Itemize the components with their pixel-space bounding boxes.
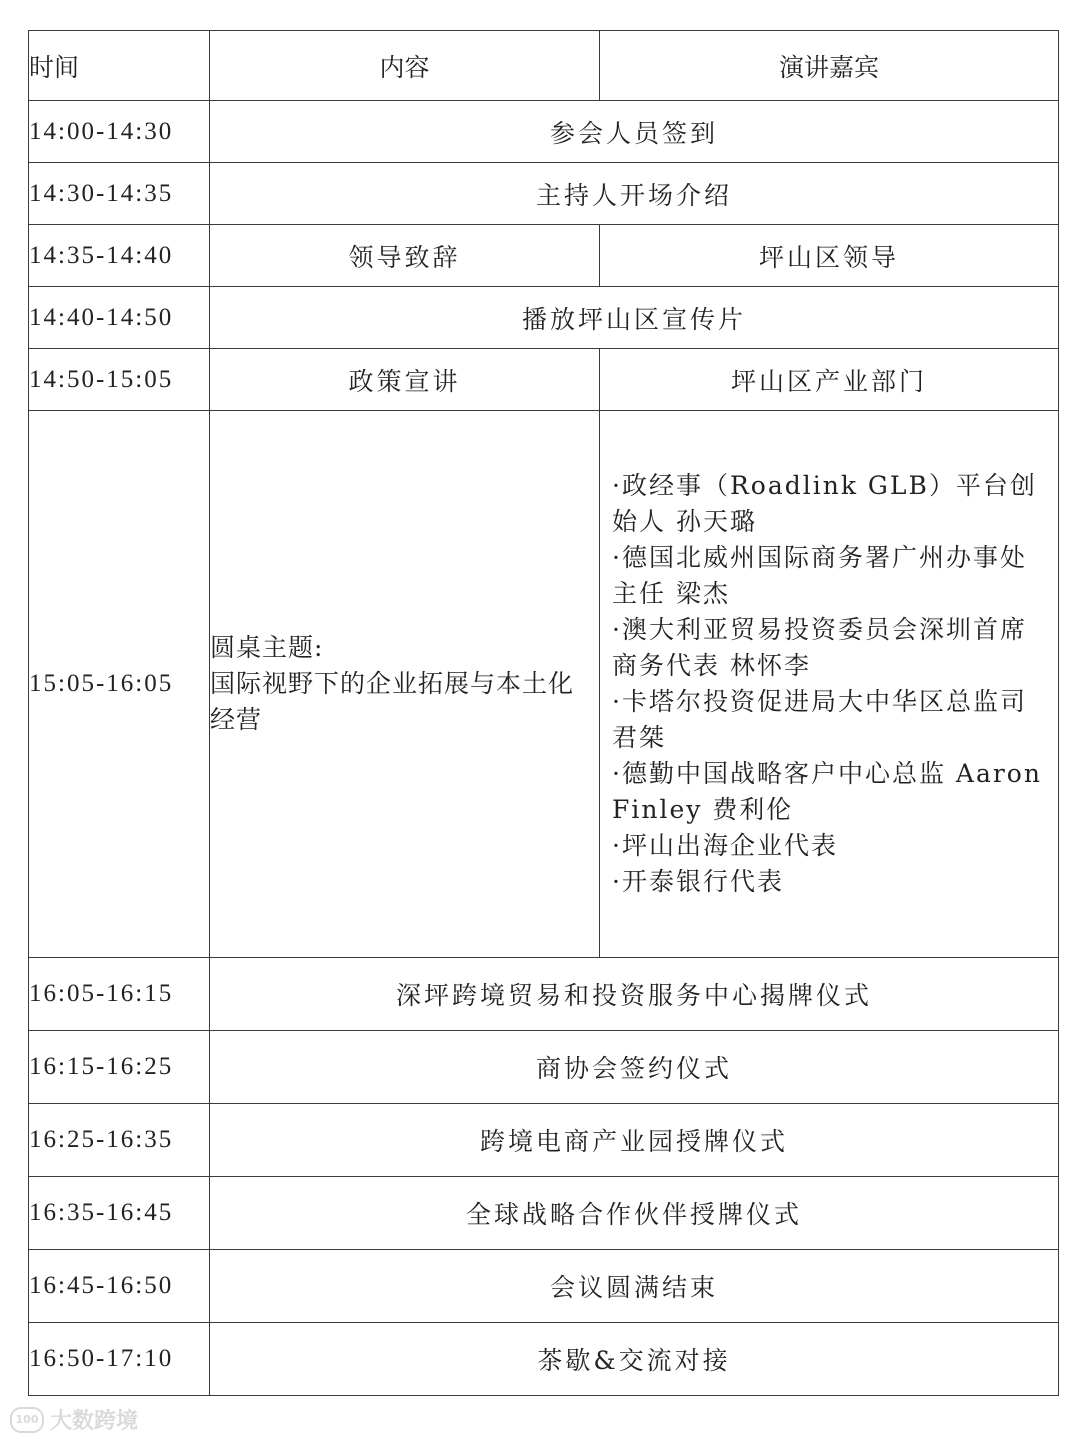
roundtable-topic-body: 国际视野下的企业拓展与本土化经营 [210, 669, 575, 734]
roundtable-topic-cell [210, 411, 600, 958]
time-cell: 15:05-16:05 [29, 411, 210, 958]
content-cell: 会议圆满结束 [210, 1250, 1059, 1323]
speaker-item: ·德国北威州国际商务署广州办事处主任 梁杰 [612, 543, 1027, 608]
agenda-table [28, 30, 1059, 1396]
content-cell: 全球战略合作伙伴授牌仪式 [210, 1177, 1059, 1250]
table-row [29, 349, 1059, 411]
table-row [29, 1031, 1059, 1104]
time-cell: 16:25-16:35 [29, 1104, 210, 1177]
header-speaker: 演讲嘉宾 [600, 31, 1059, 101]
time-cell: 14:00-14:30 [29, 101, 210, 163]
speaker-item: ·卡塔尔投资促进局大中华区总监司君桀 [612, 687, 1027, 752]
watermark-logo: 100 [10, 1407, 44, 1433]
content-cell: 商协会签约仪式 [210, 1031, 1059, 1104]
content-cell: 参会人员签到 [210, 101, 1059, 163]
table-row [29, 1323, 1059, 1396]
time-cell: 16:35-16:45 [29, 1177, 210, 1250]
content-cell: 跨境电商产业园授牌仪式 [210, 1104, 1059, 1177]
content-cell: 茶歇&交流对接 [210, 1323, 1059, 1396]
speaker-cell: 坪山区领导 [600, 225, 1059, 287]
time-cell: 16:15-16:25 [29, 1031, 210, 1104]
watermark-text: 大数跨境 [50, 1409, 139, 1434]
header-content: 内容 [210, 31, 600, 101]
watermark [10, 1404, 138, 1435]
table-row [29, 1250, 1059, 1323]
speaker-cell: 坪山区产业部门 [600, 349, 1059, 411]
speaker-item: ·澳大利亚贸易投资委员会深圳首席商务代表 林怀李 [612, 615, 1027, 680]
table-row [29, 287, 1059, 349]
table-row [29, 958, 1059, 1031]
time-cell: 16:05-16:15 [29, 958, 210, 1031]
table-row [29, 1104, 1059, 1177]
time-cell: 16:45-16:50 [29, 1250, 210, 1323]
content-cell: 深坪跨境贸易和投资服务中心揭牌仪式 [210, 958, 1059, 1031]
time-cell: 14:50-15:05 [29, 349, 210, 411]
table-row [29, 1177, 1059, 1250]
table-row [29, 225, 1059, 287]
speaker-item: ·政经事（Roadlink GLB）平台创始人 孙天璐 [612, 471, 1037, 536]
content-cell: 政策宣讲 [210, 349, 600, 411]
time-cell: 14:40-14:50 [29, 287, 210, 349]
content-cell: 播放坪山区宣传片 [210, 287, 1059, 349]
speaker-list [600, 468, 1058, 900]
content-cell: 主持人开场介绍 [210, 163, 1059, 225]
time-cell: 14:30-14:35 [29, 163, 210, 225]
speaker-item: ·德勤中国战略客户中心总监 Aaron Finley 费利伦 [612, 759, 1042, 824]
table-row-roundtable [29, 411, 1059, 958]
time-cell: 16:50-17:10 [29, 1323, 210, 1396]
header-row [29, 31, 1059, 101]
speaker-item: ·坪山出海企业代表 [612, 831, 838, 860]
table-row [29, 101, 1059, 163]
content-cell: 领导致辞 [210, 225, 600, 287]
time-cell: 14:35-14:40 [29, 225, 210, 287]
table-row [29, 163, 1059, 225]
speaker-item: ·开泰银行代表 [612, 867, 784, 896]
speakers-cell [600, 411, 1059, 958]
roundtable-topic-title: 圆桌主题: [210, 633, 324, 662]
header-time: 时间 [29, 31, 210, 101]
